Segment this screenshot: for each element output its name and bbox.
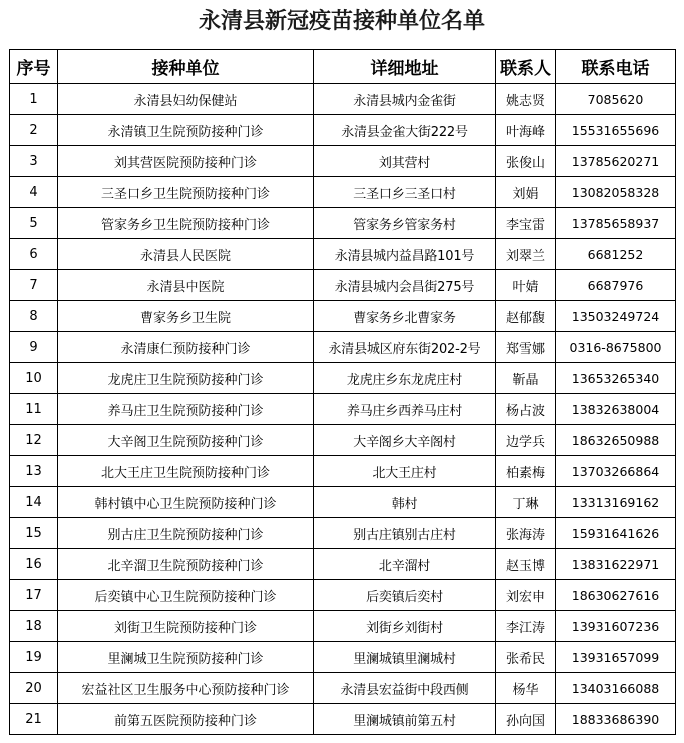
cell-phone: 15531655696 [556,115,676,146]
cell-index: 5 [10,208,58,239]
cell-address: 永清县金雀大街222号 [314,115,496,146]
cell-address: 大辛阁乡大辛阁村 [314,425,496,456]
cell-phone: 13831622971 [556,549,676,580]
cell-contact: 张海涛 [496,518,556,549]
cell-phone: 15931641626 [556,518,676,549]
cell-contact: 靳晶 [496,363,556,394]
cell-index: 8 [10,301,58,332]
cell-address: 里澜城镇前第五村 [314,704,496,735]
cell-address: 刘街乡刘街村 [314,611,496,642]
cell-address: 永清县城区府东街202-2号 [314,332,496,363]
page-title: 永清县新冠疫苗接种单位名单 [198,9,485,34]
cell-index: 15 [10,518,58,549]
cell-site: 永清镇卫生院预防接种门诊 [58,115,314,146]
cell-contact: 叶婧 [496,270,556,301]
cell-phone: 6681252 [556,239,676,270]
cell-index: 17 [10,580,58,611]
cell-index: 12 [10,425,58,456]
cell-phone: 6687976 [556,270,676,301]
cell-address: 北辛溜村 [314,549,496,580]
table-row [10,332,676,363]
cell-site: 刘其营医院预防接种门诊 [58,146,314,177]
cell-index: 11 [10,394,58,425]
cell-address: 别古庄镇别古庄村 [314,518,496,549]
table-row [10,270,676,301]
cell-index: 20 [10,673,58,704]
table-row [10,580,676,611]
cell-contact: 丁琳 [496,487,556,518]
cell-address: 曹家务乡北曹家务 [314,301,496,332]
cell-phone: 18833686390 [556,704,676,735]
cell-site: 北大王庄卫生院预防接种门诊 [58,456,314,487]
table-row [10,115,676,146]
cell-index: 10 [10,363,58,394]
cell-site: 后奕镇中心卫生院预防接种门诊 [58,580,314,611]
table-row [10,704,676,735]
table-row [10,177,676,208]
cell-phone: 13785620271 [556,146,676,177]
cell-site: 永清县妇幼保健站 [58,84,314,115]
cell-site: 韩村镇中心卫生院预防接种门诊 [58,487,314,518]
cell-site: 曹家务乡卫生院 [58,301,314,332]
cell-address: 永清县城内会昌街275号 [314,270,496,301]
header-site: 接种单位 [58,50,314,84]
cell-index: 14 [10,487,58,518]
cell-contact: 柏素梅 [496,456,556,487]
cell-contact: 赵玉博 [496,549,556,580]
header-address: 详细地址 [314,50,496,84]
cell-contact: 孙向国 [496,704,556,735]
cell-index: 2 [10,115,58,146]
cell-phone: 13503249724 [556,301,676,332]
table-row [10,518,676,549]
cell-phone: 13082058328 [556,177,676,208]
cell-index: 19 [10,642,58,673]
cell-site: 刘街卫生院预防接种门诊 [58,611,314,642]
cell-address: 刘其营村 [314,146,496,177]
cell-site: 宏益社区卫生服务中心预防接种门诊 [58,673,314,704]
cell-phone: 13931657099 [556,642,676,673]
cell-site: 永清康仁预防接种门诊 [58,332,314,363]
cell-contact: 杨华 [496,673,556,704]
cell-index: 9 [10,332,58,363]
cell-address: 北大王庄村 [314,456,496,487]
table-row [10,642,676,673]
cell-address: 里澜城镇里澜城村 [314,642,496,673]
cell-contact: 刘宏申 [496,580,556,611]
cell-site: 永清县中医院 [58,270,314,301]
table-row [10,611,676,642]
cell-address: 永清县宏益街中段西侧 [314,673,496,704]
cell-site: 永清县人民医院 [58,239,314,270]
table-header-row [10,50,676,84]
cell-contact: 李宝雷 [496,208,556,239]
header-phone: 联系电话 [556,50,676,84]
cell-index: 16 [10,549,58,580]
header-index: 序号 [10,50,58,84]
table-row [10,673,676,704]
cell-site: 三圣口乡卫生院预防接种门诊 [58,177,314,208]
table-row [10,456,676,487]
table-row [10,146,676,177]
table-body [10,84,676,735]
cell-phone: 18630627616 [556,580,676,611]
cell-phone: 13403166088 [556,673,676,704]
cell-index: 18 [10,611,58,642]
cell-contact: 刘翠兰 [496,239,556,270]
cell-index: 1 [10,84,58,115]
cell-address: 养马庄乡西养马庄村 [314,394,496,425]
table-row [10,363,676,394]
cell-phone: 7085620 [556,84,676,115]
cell-contact: 赵郁馥 [496,301,556,332]
header-contact: 联系人 [496,50,556,84]
cell-phone: 13703266864 [556,456,676,487]
table-row [10,84,676,115]
table-row [10,425,676,456]
cell-contact: 刘娟 [496,177,556,208]
table-row [10,239,676,270]
vaccination-sites-table [9,49,676,735]
cell-contact: 杨占波 [496,394,556,425]
cell-address: 韩村 [314,487,496,518]
cell-contact: 张希民 [496,642,556,673]
table-row [10,549,676,580]
cell-phone: 13653265340 [556,363,676,394]
cell-index: 21 [10,704,58,735]
cell-site: 前第五医院预防接种门诊 [58,704,314,735]
table-row [10,487,676,518]
table-row [10,394,676,425]
table-row [10,301,676,332]
cell-phone: 13931607236 [556,611,676,642]
cell-site: 北辛溜卫生院预防接种门诊 [58,549,314,580]
cell-site: 养马庄卫生院预防接种门诊 [58,394,314,425]
table-row [10,208,676,239]
cell-site: 别古庄卫生院预防接种门诊 [58,518,314,549]
cell-address: 三圣口乡三圣口村 [314,177,496,208]
cell-address: 管家务乡管家务村 [314,208,496,239]
cell-site: 大辛阁卫生院预防接种门诊 [58,425,314,456]
cell-index: 3 [10,146,58,177]
cell-index: 6 [10,239,58,270]
cell-contact: 郑雪娜 [496,332,556,363]
cell-contact: 姚志贤 [496,84,556,115]
cell-phone: 18632650988 [556,425,676,456]
cell-site: 管家务乡卫生院预防接种门诊 [58,208,314,239]
cell-phone: 13785658937 [556,208,676,239]
cell-contact: 李江涛 [496,611,556,642]
cell-contact: 张俊山 [496,146,556,177]
cell-address: 永清县城内益昌路101号 [314,239,496,270]
cell-phone: 13832638004 [556,394,676,425]
cell-address: 后奕镇后奕村 [314,580,496,611]
cell-site: 里澜城卫生院预防接种门诊 [58,642,314,673]
cell-contact: 边学兵 [496,425,556,456]
cell-address: 龙虎庄乡东龙虎庄村 [314,363,496,394]
cell-index: 7 [10,270,58,301]
cell-contact: 叶海峰 [496,115,556,146]
cell-index: 4 [10,177,58,208]
cell-index: 13 [10,456,58,487]
cell-address: 永清县城内金雀街 [314,84,496,115]
cell-site: 龙虎庄卫生院预防接种门诊 [58,363,314,394]
cell-phone: 0316-8675800 [556,332,676,363]
cell-phone: 13313169162 [556,487,676,518]
